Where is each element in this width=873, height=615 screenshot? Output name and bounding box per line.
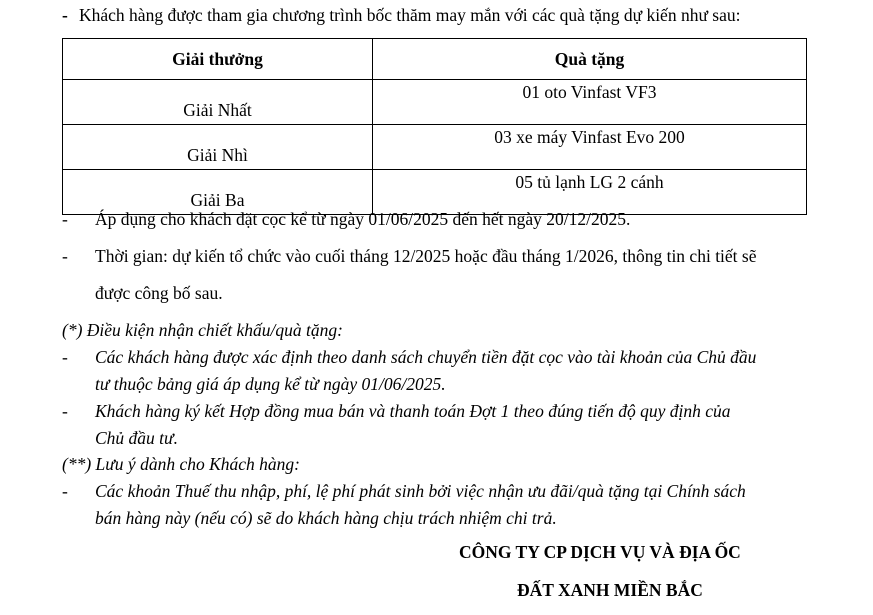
condition-item2-line1: Khách hàng ký kết Hợp đồng mua bán và thanh toán Đợt 1 theo đúng tiến độ quy định của: [95, 401, 731, 421]
note-bullet: -: [62, 209, 68, 229]
customer-note-item1-line1: Các khoản Thuế thu nhập, phí, lệ phí phát sinh bởi việc nhận ưu đãi/quà tặng tại Chính sách: [95, 481, 746, 501]
table-cell-prize: Giải Nhì: [63, 125, 373, 170]
table-cell-prize: Giải Nhất: [63, 80, 373, 125]
note-bullet: -: [62, 246, 68, 266]
condition-item1-line1: Các khách hàng được xác định theo danh sách chuyển tiền đặt cọc vào tài khoản của Chủ đầu: [95, 347, 757, 367]
customer-note-title: (**) Lưu ý dành cho Khách hàng:: [62, 454, 300, 474]
company-name-line1: CÔNG TY CP DỊCH VỤ VÀ ĐỊA ỐC: [459, 542, 741, 562]
table-cell-gift: 03 xe máy Vinfast Evo 200: [373, 125, 807, 170]
customer-note-item1-line2: bán hàng này (nếu có) sẽ do khách hàng chịu trách nhiệm chi trả.: [95, 508, 557, 528]
table-header-prize: Giải thưởng: [63, 39, 373, 80]
company-name-line2: ĐẤT XANH MIỀN BẮC: [517, 580, 703, 600]
table-header-row: [63, 39, 807, 80]
table-row: [63, 80, 807, 125]
note-time-line1: Thời gian: dự kiến tổ chức vào cuối tháng 12/2025 hoặc đầu tháng 1/2026, thông tin chi tiết sẽ: [95, 246, 757, 266]
conditions-title: (*) Điều kiện nhận chiết khấu/quà tặng:: [62, 320, 343, 340]
table-cell-prize: Giải Ba: [63, 170, 373, 215]
note-apply: Áp dụng cho khách đặt cọc kể từ ngày 01/06/2025 đến hết ngày 20/12/2025.: [95, 209, 631, 229]
condition-item1-line2: tư thuộc bảng giá áp dụng kể từ ngày 01/06/2025.: [95, 374, 446, 394]
intro-text: Khách hàng được tham gia chương trình bốc thăm may mắn với các quà tặng dự kiến như sau:: [79, 5, 741, 25]
customer-note-bullet: -: [62, 481, 68, 501]
intro-bullet: -: [62, 5, 68, 25]
prize-table: [62, 38, 807, 215]
table-cell-gift: 05 tủ lạnh LG 2 cánh: [373, 170, 807, 215]
table-row: [63, 170, 807, 215]
table-cell-gift: 01 oto Vinfast VF3: [373, 80, 807, 125]
condition-item2-line2: Chủ đầu tư.: [95, 428, 178, 448]
table-row: [63, 125, 807, 170]
condition-bullet: -: [62, 347, 68, 367]
note-time-line2: được công bố sau.: [95, 283, 223, 303]
condition-bullet: -: [62, 401, 68, 421]
table-header-gift: Quà tặng: [373, 39, 807, 80]
